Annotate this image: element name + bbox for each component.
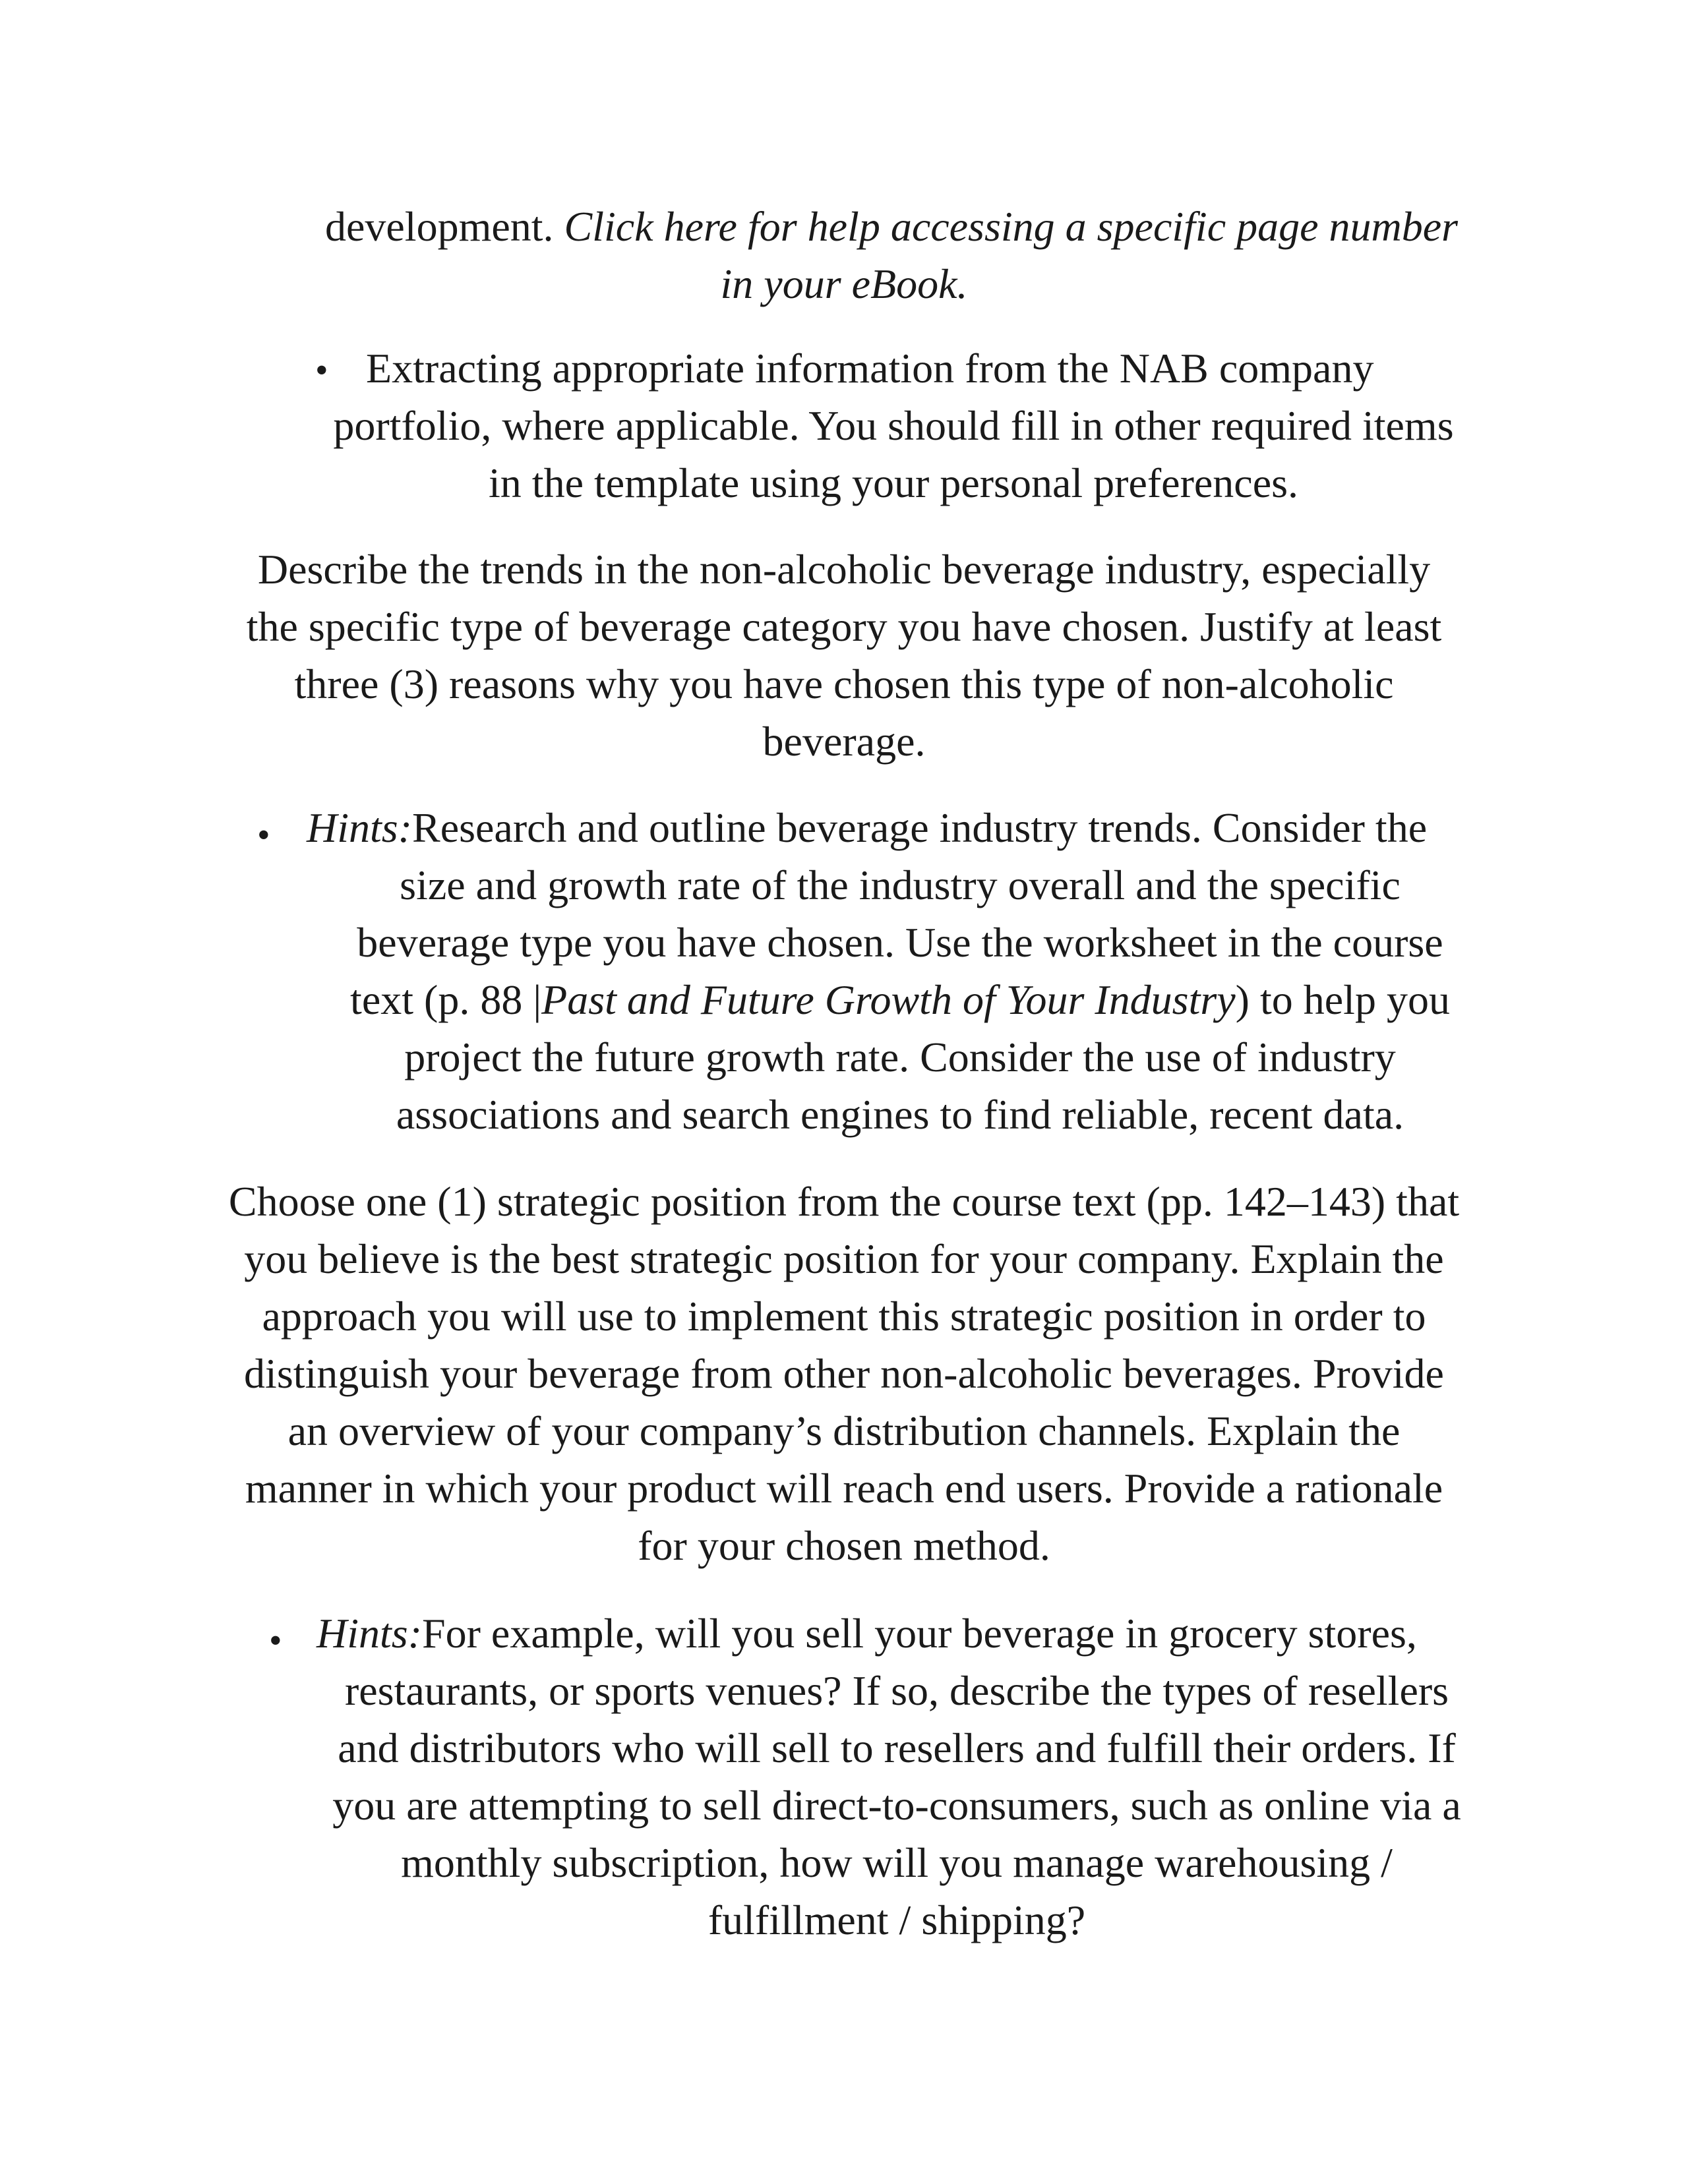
text-span: text (p. 88 |: [350, 976, 542, 1023]
text-line: size and growth rate of the industry overall and the specific: [400, 862, 1401, 908]
text-line: in the template using your personal preferences.: [489, 459, 1298, 506]
text-line: manner in which your product will reach end users. Provide a rationale: [245, 1465, 1443, 1512]
text-line: three (3) reasons why you have chosen this type of non-alcoholic: [294, 661, 1394, 707]
text-line: monthly subscription, how will you manage warehousing /: [401, 1839, 1393, 1886]
text-line: distinguish your beverage from other non-alcoholic beverages. Provide: [244, 1350, 1444, 1397]
text-line: the specific type of beverage category you have chosen. Justify at least: [246, 603, 1442, 650]
text-line: portfolio, where applicable. You should fill in other required items: [333, 402, 1454, 449]
text-line: for your chosen method.: [638, 1522, 1050, 1569]
bullet-icon: •: [315, 350, 328, 391]
text-span: ) to help you: [1235, 976, 1450, 1023]
hints-label: Hints:: [316, 1610, 422, 1657]
text-line: restaurants, or sports venues? If so, describe the types of resellers: [344, 1667, 1449, 1714]
ebook-help-link[interactable]: in your eBook.: [720, 260, 968, 307]
text-line: [307, 799, 1493, 856]
text-line: you are attempting to sell direct-to-consumers, such as online via a: [332, 1782, 1461, 1829]
text-line: beverage.: [762, 718, 926, 765]
text-line: approach you will use to implement this strategic position in order to: [262, 1293, 1426, 1340]
text-line: fulfillment / shipping?: [708, 1897, 1086, 1943]
text-span: Research and outline beverage industry trends. Consider the: [412, 804, 1428, 851]
text-line: Extracting appropriate information from the NAB company: [366, 345, 1374, 392]
text-line: [0, 255, 1688, 312]
text-line: associations and search engines to find reliable, recent data.: [396, 1091, 1404, 1138]
text-line: Choose one (1) strategic position from the course text (pp. 142–143) that: [228, 1178, 1460, 1225]
text-line: and distributors who will sell to resellers and fulfill their orders. If: [338, 1725, 1456, 1771]
text-line: you believe is the best strategic position for your company. Explain the: [244, 1235, 1444, 1282]
text-line: project the future growth rate. Consider the use of industry: [404, 1034, 1396, 1080]
text-line: beverage type you have chosen. Use the worksheet in the course: [357, 919, 1443, 966]
text-line: an overview of your company’s distribution channels. Explain the: [287, 1407, 1401, 1454]
text-line: Describe the trends in the non-alcoholic beverage industry, especially: [257, 546, 1431, 593]
text-line: [316, 1605, 1503, 1662]
bullet-icon: •: [257, 815, 270, 856]
bullet-icon: •: [269, 1620, 282, 1661]
text-span: For example, will you sell your beverage in grocery stores,: [422, 1610, 1417, 1657]
text-span: development.: [324, 203, 564, 250]
ebook-help-link[interactable]: Click here for help accessing a specific page number: [564, 203, 1459, 250]
worksheet-title: Past and Future Growth of Your Industry: [541, 976, 1236, 1023]
hints-label: Hints:: [307, 804, 412, 851]
text-line: [310, 971, 1490, 1028]
text-line: [298, 198, 1485, 255]
